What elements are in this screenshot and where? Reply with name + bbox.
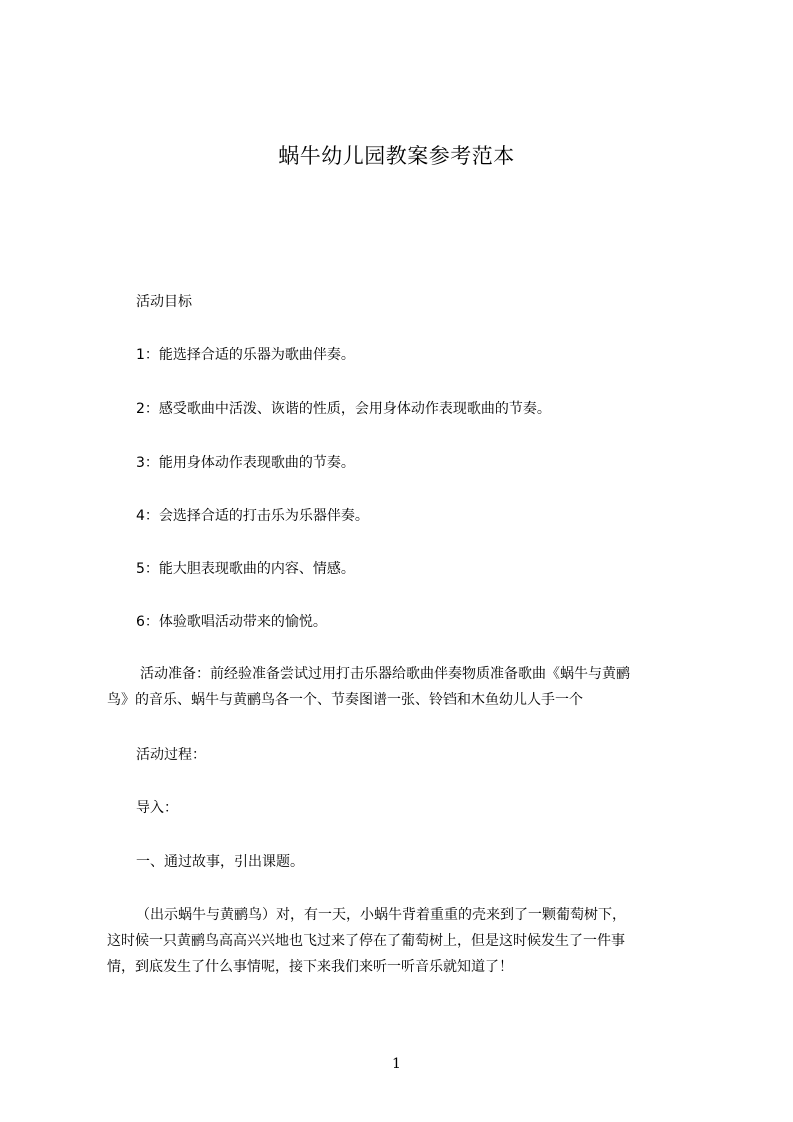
page-number: 1 (392, 1056, 401, 1072)
paragraph-goal-2: 2：感受歌曲中活泼、诙谐的性质，会用身体动作表现歌曲的节奏。 (136, 401, 551, 417)
story-line-2: 这时候一只黄鹂鸟高高兴兴地也飞过来了停在了葡萄树上，但是这时候发生了一件事 (107, 933, 625, 949)
paragraph-activity-goals: 活动目标 (136, 294, 192, 310)
story-line-3: 情，到底发生了什么事情呢，接下来我们来听一听音乐就知道了！ (107, 959, 513, 975)
paragraph-goal-3: 3：能用身体动作表现歌曲的节奏。 (136, 455, 355, 471)
paragraph-process-heading: 活动过程： (136, 747, 206, 763)
paragraph-goal-5: 5：能大胆表现歌曲的内容、情感。 (136, 561, 355, 577)
paragraph-section-one: 一、通过故事，引出课题。 (136, 854, 304, 870)
paragraph-goal-4: 4：会选择合适的打击乐为乐器伴奏。 (136, 508, 369, 524)
document-title: 蜗牛幼儿园教案参考范本 (278, 144, 515, 168)
preparation-line-1: 活动准备：前经验准备尝试过用打击乐器给歌曲伴奏物质准备歌曲《蜗牛与黄鹂 (140, 666, 630, 682)
story-line-1: （出示蜗牛与黄鹂鸟）对，有一天，小蜗牛背着重重的壳来到了一颗葡萄树下， (136, 907, 626, 923)
paragraph-story (107, 902, 707, 980)
paragraph-goal-1: 1：能选择合适的乐器为歌曲伴奏。 (136, 347, 355, 363)
paragraph-goal-6: 6：体验歌唱活动带来的愉悦。 (136, 614, 327, 630)
preparation-line-2: 鸟》的音乐、蜗牛与黄鹂鸟各一个、节奏图谱一张、铃铛和木鱼幼儿人手一个 (107, 692, 583, 708)
paragraph-intro-heading: 导入： (136, 800, 178, 816)
paragraph-preparation (107, 661, 707, 713)
